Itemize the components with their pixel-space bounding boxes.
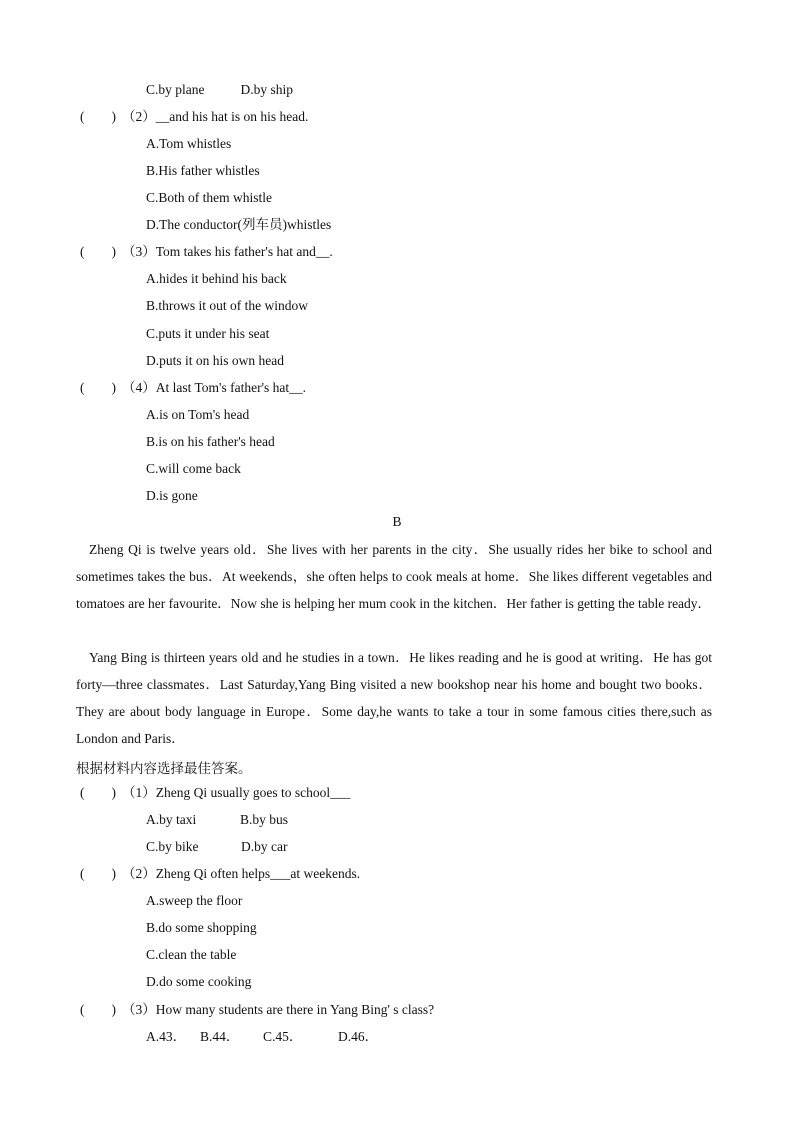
- option-c: C.clean the table: [146, 947, 237, 962]
- question-stem: [80, 865, 360, 883]
- option-a: A.43．: [146, 1029, 187, 1044]
- option-c: C.puts it under his seat: [146, 326, 270, 341]
- passage-paragraph: Yang Bing is thirteen years old and he studies in a town．He likes reading and he is good at writing．He has got forty—three classmates．Last Saturday,Yang Bing visited a new bookshop near his home and bought two books．They are about body language in Europe．Some day,he wants to take a tour in some famous cities there,such as London and Paris．: [76, 650, 712, 746]
- question-stem: [80, 243, 333, 261]
- question-text: （3）How many students are there in Yang Bing' s class?: [122, 1002, 435, 1017]
- answer-blank[interactable]: ( ): [80, 109, 116, 124]
- option-c: C.by bike: [146, 839, 199, 854]
- option-c: C.will come back: [146, 461, 241, 476]
- section-title: B: [392, 514, 402, 529]
- option-d: D.The conductor(列车员)whistles: [146, 217, 332, 232]
- answer-blank[interactable]: ( ): [80, 866, 116, 881]
- option-row: [146, 838, 287, 856]
- question-stem: [80, 1001, 434, 1019]
- option-a: A.Tom whistles: [146, 136, 232, 151]
- option-c: C.45．: [263, 1029, 303, 1044]
- question-stem: [80, 108, 308, 126]
- option-b: B.44．: [200, 1029, 240, 1044]
- question-stem: [80, 379, 306, 397]
- question-text: （2）Zheng Qi often helps___at weekends.: [122, 866, 361, 881]
- answer-blank[interactable]: ( ): [80, 1002, 116, 1017]
- option-d: D.46．: [338, 1029, 379, 1044]
- option-row: [146, 81, 293, 99]
- option-b: B.by bus: [240, 812, 289, 827]
- option-b: B.is on his father's head: [146, 434, 275, 449]
- option-d: D.do some cooking: [146, 974, 252, 989]
- question-stem: [80, 784, 350, 802]
- question-text: （3）Tom takes his father's hat and__.: [122, 244, 333, 259]
- answer-blank[interactable]: ( ): [80, 785, 116, 800]
- option-d: D.is gone: [146, 488, 198, 503]
- option-c: C.Both of them whistle: [146, 190, 272, 205]
- option-d: D.by ship: [240, 82, 294, 97]
- option-b: B.His father whistles: [146, 163, 260, 178]
- option-b: B.do some shopping: [146, 920, 257, 935]
- answer-blank[interactable]: ( ): [80, 244, 116, 259]
- option-a: A.sweep the floor: [146, 893, 243, 908]
- option-row: [146, 811, 288, 829]
- option-c: C.by plane: [146, 82, 205, 97]
- option-a: A.hides it behind his back: [146, 271, 287, 286]
- answer-blank[interactable]: ( ): [80, 380, 116, 395]
- option-d: D.puts it on his own head: [146, 353, 284, 368]
- option-a: A.by taxi: [146, 812, 197, 827]
- option-a: A.is on Tom's head: [146, 407, 250, 422]
- option-b: B.throws it out of the window: [146, 298, 308, 313]
- passage-paragraph: Zheng Qi is twelve years old．She lives with her parents in the city．She usually rides her bike to school and sometimes takes the bus．At weekends，she often helps to cook meals at home．She likes different vegetables and tomatoes are her favourite．Now she is helping her mum cook in the kitchen．Her father is getting the table ready．: [76, 542, 712, 611]
- question-text: （1）Zheng Qi usually goes to school___: [122, 785, 351, 800]
- instruction-text: 根据材料内容选择最佳答案。: [76, 761, 252, 777]
- option-d: D.by car: [241, 839, 288, 854]
- option-row: [146, 1028, 378, 1046]
- question-text: （2）__and his hat is on his head.: [122, 109, 309, 124]
- question-text: （4）At last Tom's father's hat__.: [122, 380, 307, 395]
